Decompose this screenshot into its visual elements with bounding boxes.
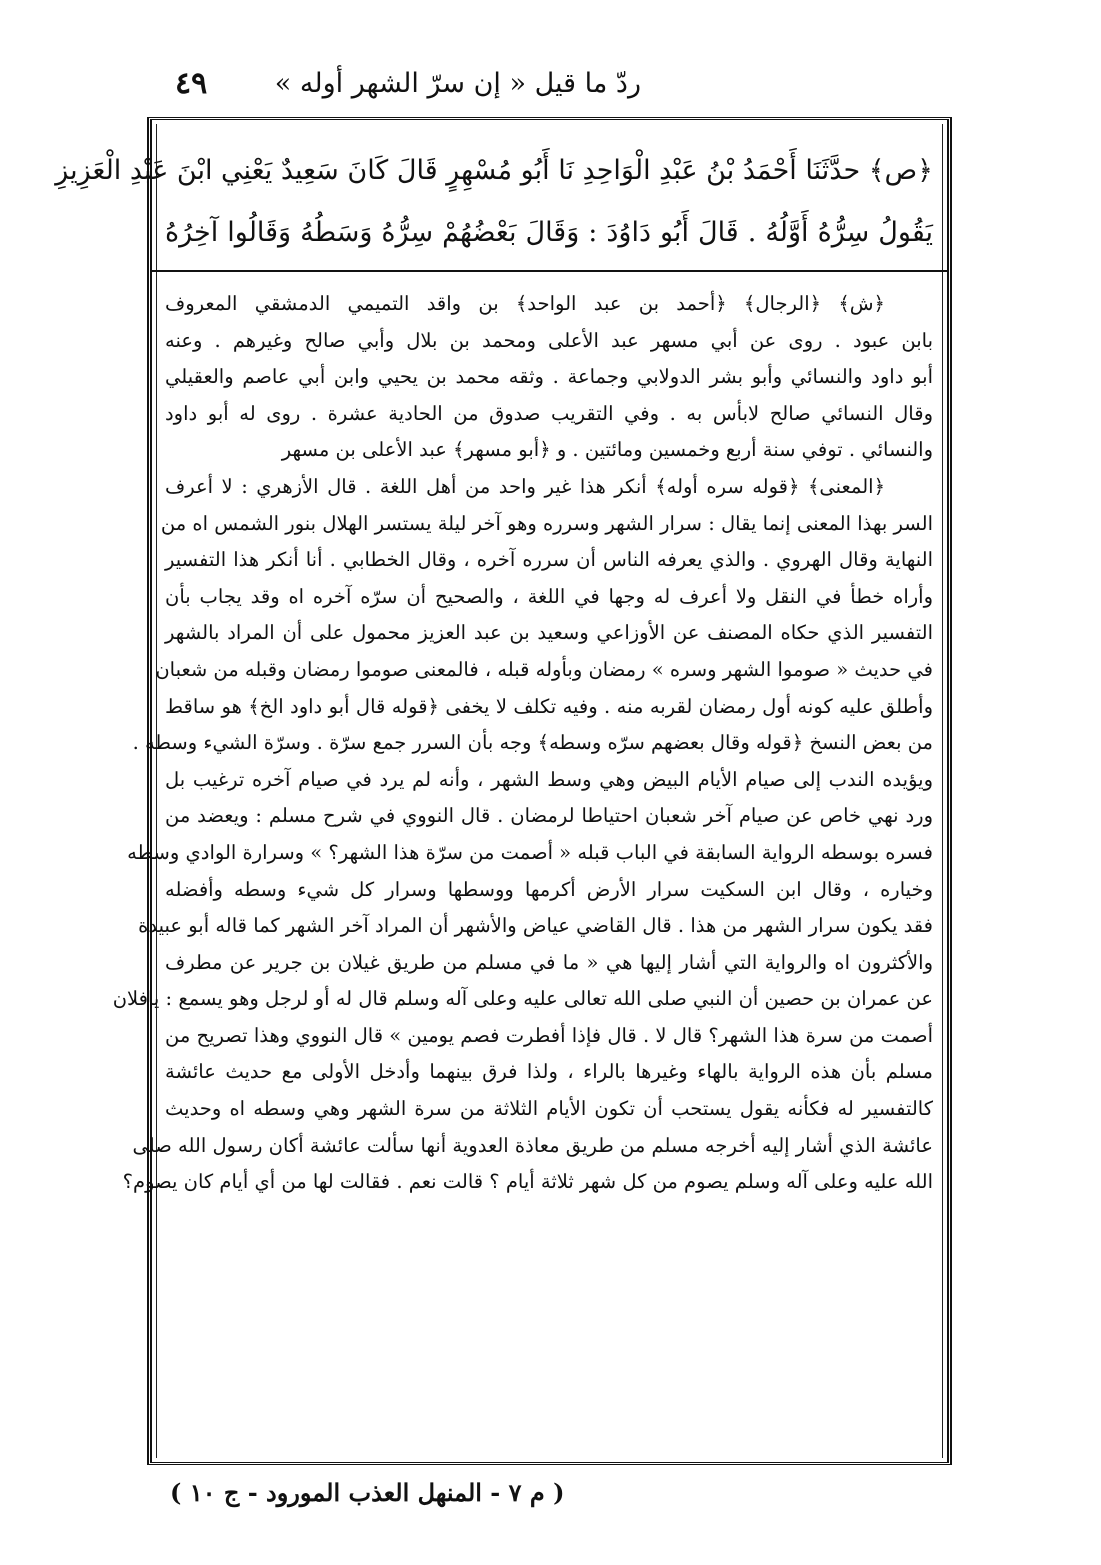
commentary-line: من بعض النسخ ﴿قوله وقال بعضهم سرّه وسطه﴾ وجه بأن السرر جمع سرّة . وسرّة الشيء وسطه . [132, 731, 933, 755]
signature-mark: ( م ٧ - المنهل العذب المورود - ج ١٠ ) [170, 1478, 565, 1507]
commentary-line: عائشة الذي أشار إليه أخرجه مسلم من طريق معاذة العدوية أنها سألت عائشة أكان رسول الله صلى [132, 1133, 933, 1157]
commentary-line: عن عمران بن حصين أن النبي صلى الله تعالى عليه وعلى آله وسلم قال له أو لرجل وهو يسمع : يافلان [112, 987, 933, 1011]
section-divider [152, 270, 949, 272]
commentary-line: ﴿المعنى﴾ ﴿قوله سره أوله﴾ أنكر هذا غير واحد من أهل اللغة . قال الأزهري : لا أعرف [165, 474, 885, 498]
commentary-line: كالتفسير له فكأنه يقول يستحب أن تكون الأيام الثلاثة من سرة الشهر وهي وسطه اه وحديث [165, 1097, 933, 1121]
commentary-line: وأطلق عليه كونه أول رمضان لقربه منه . وفيه تكلف لا يخفى ﴿قوله قال أبو داود الخ﴾ هو ساقط [165, 694, 933, 718]
page-header [150, 62, 951, 112]
commentary-line: وقال النسائي صالح لابأس به . وفي التقريب صدوق من الحادية عشرة . روى له أبو داود [165, 401, 933, 425]
hadith-line: يَقُولُ سِرُّهُ أَوَّلُهُ . قَالَ أَبُو دَاوُدَ : وَقَالَ بَعْضُهُمْ سِرُّهُ وَسَطُهُ وَقَالُوا آخِرُهُ [165, 217, 933, 248]
commentary-line: فسره بوسطه الرواية السابقة في الباب قبله « أصمت من سرّة هذا الشهر؟ » وسرارة الوادي وسطه [127, 840, 933, 864]
commentary-line: التفسير الذي حكاه المصنف عن الأوزاعي وسعيد بن عبد العزيز محمول على أن المراد بالشهر [165, 621, 933, 645]
commentary-text [112, 286, 933, 1201]
commentary-line: فقد يكون سرار الشهر من هذا . قال القاضي عياض والأشهر أن المراد آخر الشهر كما قاله أبو عبيدة [138, 914, 933, 938]
hadith-text [55, 140, 933, 264]
commentary-line: مسلم بأن هذه الرواية بالهاء وغيرها بالراء ، ولذا فرق بينهما وأدخل الأولى مع حديث عائشة [165, 1060, 933, 1084]
commentary-line: في حديث « صوموا الشهر وسره » رمضان وبأوله قبله ، فالمعنى صوموا رمضان وقبله من شعبان [155, 657, 933, 681]
commentary-line: ويؤيده الندب إلى صيام الأيام البيض وهي وسط الشهر ، وأنه لم يرد في صيام آخره ترغيب بل [165, 767, 933, 791]
commentary-line: النهاية وقال الهروي . والذي يعرفه الناس أن سرره آخره ، وقال الخطابي . أنا أنكر هذا التفسير [165, 548, 933, 572]
commentary-line: أبو داود والنسائي وأبو بشر الدولابي وجماعة . وثقه محمد بن يحيي وابن أبي عاصم والعقيلي [165, 365, 933, 389]
commentary-line: والنسائي . توفي سنة أربع وخمسين ومائتين . و ﴿أبو مسهر﴾ عبد الأعلى بن مسهر [281, 438, 933, 462]
hadith-line: ﴿ص﴾ حدَّثَنَا أَحْمَدُ بْنُ عَبْدِ الْوَاحِدِ نَا أَبُو مُسْهِرٍ قَالَ كَانَ سَعِيدٌ يَعْنِي ابْنَ عَبْدِ الْعَزِيزِ [55, 155, 933, 186]
commentary-line: وخياره ، وقال ابن السكيت سرار الأرض أكرمها ووسطها وسرار كل شيء وسطه وأفضله [165, 877, 933, 901]
commentary-line: والأكثرون اه والرواية التي أشار إليها هي « ما في مسلم من طريق غيلان بن جرير عن مطرف [165, 950, 933, 974]
commentary-line: الله عليه وعلى آله وسلم يصوم من كل شهر ثلاثة أيام ؟ قالت نعم . فقالت لها من أي أيام كان يصوم؟ [122, 1170, 933, 1194]
page-number: ٤٩ [175, 66, 208, 101]
running-title: ردّ ما قيل « إن سرّ الشهر أوله » [274, 68, 641, 99]
commentary-line: ورد نهي خاص عن صيام آخر شعبان احتياطا لرمضان . قال النووي في شرح مسلم : ويعضد من [165, 804, 933, 828]
commentary-line: ﴿ش﴾ ﴿الرجال﴾ ﴿أحمد بن عبد الواحد﴾ بن واقد التميمي الدمشقي المعروف [165, 292, 885, 315]
commentary-line: السر بهذا المعنى إنما يقال : سرار الشهر وسرره وهو آخر ليلة يستسر الهلال بنور الشمس اه من [160, 511, 933, 535]
commentary-line: وأراه خطأ في النقل ولا أعرف له وجها في اللغة ، والصحيح أن سرّه آخره اه وقد يجاب بأن [165, 584, 933, 608]
commentary-line: بابن عبود . روى عن أبي مسهر عبد الأعلى ومحمد بن بلال وأبي صالح وغيرهم . وعنه [165, 328, 933, 352]
commentary-line: أصمت من سرة هذا الشهر؟ قال لا . قال فإذا أفطرت فصم يومين » قال النووي وهذا تصريح من [165, 1023, 933, 1047]
